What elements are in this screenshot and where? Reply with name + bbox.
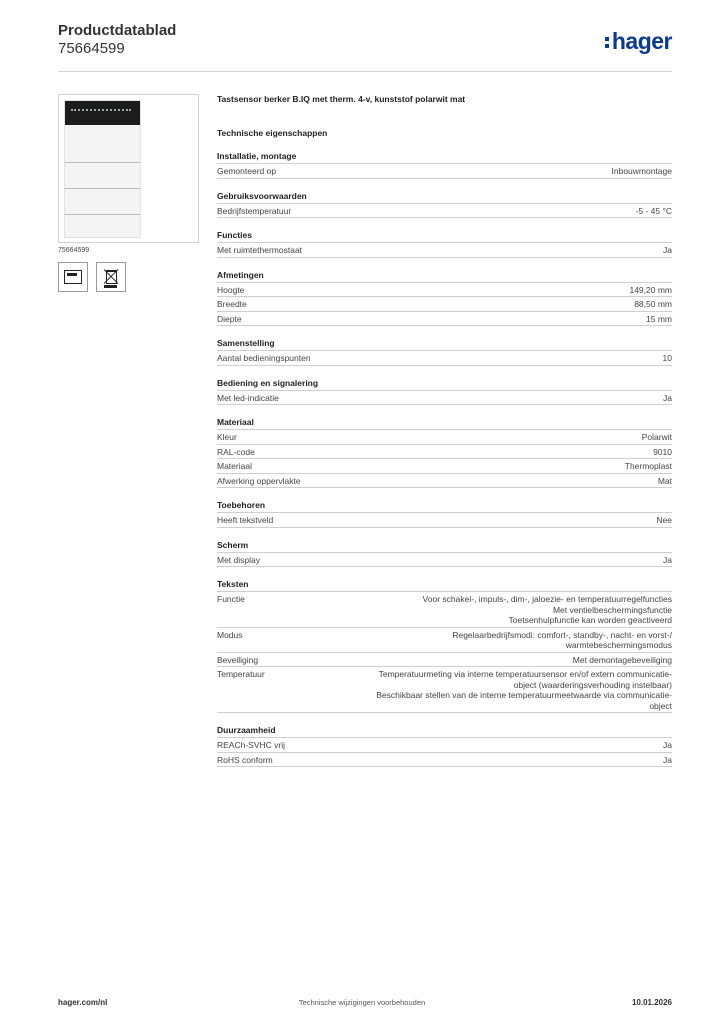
spec-value-line: Thermoplast — [624, 461, 672, 471]
spec-label: Met display — [217, 554, 260, 565]
spec-label: Breedte — [217, 299, 247, 309]
spec-value — [423, 594, 672, 626]
spec-row — [217, 753, 672, 768]
spec-value — [658, 476, 672, 487]
spec-label: Kleur — [217, 432, 237, 442]
spec-row — [217, 204, 672, 219]
spec-row — [217, 243, 672, 258]
product-id-caption: 75664599 — [58, 247, 90, 254]
spec-value-line: Met demontagebeveiliging — [572, 654, 672, 665]
spec-value — [629, 285, 672, 296]
spec-value-line: Inbouwmontage — [611, 166, 672, 176]
spec-label: RAL-code — [217, 446, 255, 457]
display-icon — [58, 262, 88, 292]
spec-row — [217, 653, 672, 668]
section-title: Installatie, montage — [217, 151, 672, 164]
spec-label: Diepte — [217, 313, 242, 324]
document-title: Productdatablad — [58, 22, 177, 39]
spec-row — [217, 459, 672, 474]
section-title: Afmetingen — [217, 270, 672, 283]
spec-label: Temperatuur — [217, 669, 265, 679]
spec-value-line: Voor schakel-, impuls-, dim-, jaloezie- en temperatuurregelfuncties — [422, 594, 672, 604]
section-title: Scherm — [217, 540, 672, 553]
logo-text: hager — [611, 28, 672, 54]
certification-icons — [58, 262, 198, 292]
weee-bin-icon — [96, 262, 126, 292]
spec-value — [663, 755, 672, 766]
hager-logo — [605, 28, 672, 55]
spec-row — [217, 513, 672, 528]
spec-label: Materiaal — [217, 461, 252, 471]
spec-value-line: Mat — [657, 475, 672, 486]
spec-row — [217, 628, 672, 653]
spec-value — [663, 740, 672, 751]
spec-value-line: 9010 — [653, 446, 672, 457]
spec-value — [573, 655, 672, 666]
spec-value — [653, 447, 672, 458]
spec-label: Beveiliging — [217, 654, 259, 665]
spec-value — [376, 669, 672, 711]
logo-dots-icon — [605, 34, 609, 51]
section-title: Samenstelling — [217, 338, 672, 351]
spec-value — [642, 432, 672, 443]
spec-label: Bedrijfstemperatuur — [217, 205, 292, 216]
section-title: Toebehoren — [217, 500, 672, 513]
spec-value — [663, 245, 672, 256]
spec-value — [636, 206, 672, 217]
spec-label: Heeft tekstveld — [217, 515, 274, 525]
spec-value-line: Temperatuurmeting via interne temperatuursensor en/of extern communicatie- — [378, 669, 672, 679]
tech-properties-heading: Technische eigenschappen — [217, 128, 328, 138]
spec-value-line: object — [649, 700, 672, 711]
spec-label: Afwerking oppervlakte — [217, 475, 301, 486]
spec-row — [217, 474, 672, 489]
spec-value-line: Ja — [663, 740, 672, 750]
spec-row — [217, 592, 672, 628]
spec-value-line: 88,50 mm — [634, 299, 672, 309]
footer-disclaimer: Technische wijzigingen voorbehouden — [298, 998, 426, 1007]
spec-label: Met ruimtethermostaat — [217, 245, 303, 255]
spec-value-line: warmtebeschermingsmodus — [565, 640, 672, 650]
document-number: 75664599 — [58, 40, 125, 57]
footer-website: hager.com/nl — [58, 998, 108, 1007]
spec-row — [217, 297, 672, 312]
spec-sections — [217, 151, 672, 767]
spec-value-line: Ja — [663, 245, 672, 255]
section-title: Teksten — [217, 579, 672, 592]
spec-label: Gemonteerd op — [217, 166, 277, 176]
spec-value — [663, 393, 672, 404]
product-title: Tastsensor berker B.IQ met therm. 4-v, kunststof polarwit mat — [217, 94, 466, 104]
spec-value-line: Ja — [663, 392, 672, 403]
spec-value — [625, 461, 672, 472]
spec-row — [217, 667, 672, 713]
spec-value — [663, 555, 672, 566]
spec-row — [217, 164, 672, 179]
spec-value-line: Beschikbaar stellen van de interne temperatuurmeetwaarde via communicatie- — [376, 690, 672, 700]
spec-value — [646, 314, 672, 325]
spec-row — [217, 312, 672, 327]
spec-value — [452, 630, 672, 651]
section-title: Functies — [217, 230, 672, 243]
spec-value-line: object (waarderingsverhouding instelbaar) — [513, 679, 672, 690]
spec-value-line: 15 mm — [646, 313, 672, 324]
product-image-frame — [58, 94, 199, 243]
section-title: Bediening en signalering — [217, 378, 672, 391]
spec-row — [217, 445, 672, 460]
footer-date: 10.01.2026 — [631, 998, 672, 1007]
spec-value-line: Met ventielbeschermingsfunctie — [552, 604, 672, 615]
spec-value — [656, 515, 672, 526]
spec-label: RoHS conform — [217, 754, 273, 765]
section-title: Gebruiksvoorwaarden — [217, 191, 672, 204]
spec-value-line: -5 - 45 °C — [635, 205, 672, 216]
spec-row — [217, 351, 672, 366]
spec-value-line: Nee — [656, 515, 672, 525]
spec-value-line: Ja — [663, 754, 672, 765]
page-header — [58, 20, 672, 68]
spec-value-line: Ja — [663, 554, 672, 565]
spec-label: Modus — [217, 629, 243, 640]
spec-value-line: Polarwit — [641, 432, 672, 442]
spec-value — [663, 353, 672, 364]
spec-row — [217, 738, 672, 753]
spec-label: REACh-SVHC vrij — [217, 740, 286, 750]
spec-label: Aantal bedieningspunten — [217, 353, 311, 363]
spec-value-line: Toetsenhulpfunctie kan worden geactiveerd — [508, 615, 672, 625]
spec-row — [217, 553, 672, 568]
left-column — [58, 94, 198, 292]
spec-value-line: Regelaarbedrijfsmodi: comfort-, standby-, nacht- en vorst-/ — [452, 629, 672, 640]
header-divider — [58, 71, 672, 72]
spec-label: Functie — [217, 594, 245, 604]
main-content — [217, 94, 672, 767]
spec-value — [612, 166, 673, 177]
spec-value — [634, 299, 672, 310]
section-title: Materiaal — [217, 417, 672, 430]
device-display — [65, 101, 140, 125]
spec-value-line: 149,20 mm — [629, 284, 672, 295]
product-image — [64, 100, 141, 238]
spec-row — [217, 283, 672, 298]
spec-label: Hoogte — [217, 284, 245, 295]
spec-row — [217, 391, 672, 406]
spec-value-line: 10 — [662, 353, 672, 363]
spec-row — [217, 430, 672, 445]
spec-label: Met led-indicatie — [217, 392, 279, 403]
section-title: Duurzaamheid — [217, 725, 672, 738]
